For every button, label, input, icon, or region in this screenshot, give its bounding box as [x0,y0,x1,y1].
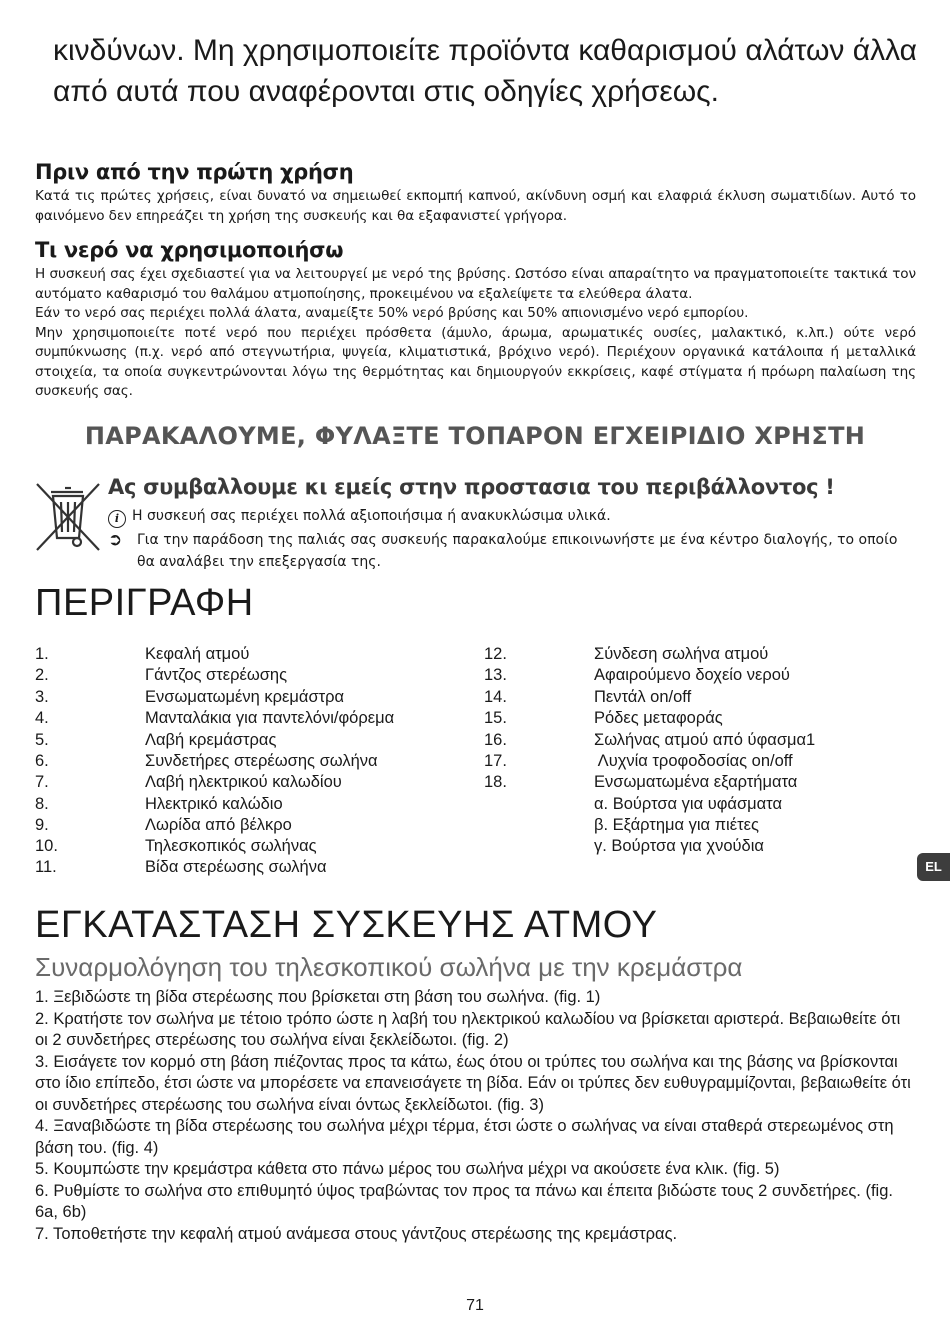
water-paragraph-1: Η συσκευή σας έχει σχεδιαστεί για να λειτουργεί με νερό της βρύσης. Ωστόσο είναι απαραίτητο να πραγματοποιείτε τακτικά τον αυτόματο καθαρισμό του θαλάμου ατμοποίησης, προκειμένου να εξαλείψετε τα ελεύθερα άλατα. [35,266,916,302]
environment-heading: Ας συμβαλλουμε κι εμείς στην προστασια του περιβάλλοντος ! [108,475,835,499]
info-circle-icon: i [108,510,126,528]
environment-recyclable-text: Η συσκευή σας περιέχει πολλά αξιοποιήσιμα ή ανακυκλώσιμα υλικά. [132,508,611,524]
installation-subheading: Συναρμολόγηση του τηλεσκοπικού σωλήνα με την κρεμάστρα [35,952,743,982]
page-number: 71 [466,1297,484,1314]
first-use-text: Κατά τις πρώτες χρήσεις, είναι δυνατό να σημειωθεί εκπομπή καπνού, ακίνδυνη οσμή και ελαφριά έκλυση σωματιδίων. Αυτό το φαινόμενο δεν επηρεάζει τη χρήση της συσκευής και θα εξαφανιστεί γρήγορα. [35,188,916,224]
installation-step: 7. Τοποθετήστε την κεφαλή ατμού ανάμεσα στους γάντζους στερέωσης της κρεμάστρας. [35,1224,678,1243]
water-paragraph-2: Εάν το νερό σας περιέχει πολλά άλατα, αναμείξτε 50% νερό βρύσης και 50% απιονισμένο νερό εμπορίου. [35,305,749,321]
installation-step: 1. Ξεβιδώστε τη βίδα στερέωσης που βρίσκεται στη βάση του σωλήνα. (fig. 1) [35,988,601,1006]
installation-step: 3. Εισάγετε τον κορμό στη βάση πιέζοντας προς τα κάτω, έως ότου οι τρύπες του σωλήνα και της βάσης να βρίσκονται στο ίδιο επίπεδο, έτσι ώστε να μπορέσετε να επανεισάγετε τη βίδα. Εάν οι τρύπες δεν ευθυγραμμίζονται, βεβαιωθείτε ότι οι συνδετήρες στερέωσης του σωλήνα είναι όντως ξεκλείδωτοι. (fig. 3) [35,1052,911,1114]
keep-manual-notice: ΠΑΡΑΚΑΛΟΥΜΕ, ΦΥΛΑΞΤΕ ΤΟΠΑΡΟΝ ΕΓΧΕΙΡΙΔΙΟ ΧΡΗΣΤΗ [84,422,866,450]
water-paragraph-3: Μην χρησιμοποιείτε ποτέ νερό που περιέχει πρόσθετα (άμυλο, άρωμα, αρωματικές ουσίες, μαλακτικό, κ.λπ.) ούτε νερό συμπύκνωσης (π.χ. νερό από στεγνωτήρια, ψυγεία, κλιματιστικά, βρόχινο νερό). Περιέχουν οργανικά κατάλοιπα ή μεταλλικά στοιχεία, τα οποία συγκεντρώνονται λόγω της θερμότητας και δημιουργούν εκκρίσεις, καφέ στίγματα ή πρόωρη παλαίωση της συσκευής σας. [35,324,916,399]
description-heading: ΠΕΡΙΓΡΑΦΗ [35,582,254,624]
language-tab: EL [917,853,950,881]
environment-line-1 [108,505,918,528]
installation-steps [35,987,915,1245]
environment-disposal-text: Για την παράδοση της παλιάς σας συσκευής παρακαλούμε επικοινωνήστε με ένα κέντρο διαλογής, το οποίο θα αναλάβει την επεξεργασία της. [137,532,898,570]
water-section [35,265,916,402]
installation-heading: ΕΓΚΑΤΑΣΤΑΣΗ ΣΥΣΚΕΥΗΣ ΑΤΜΟΥ [35,904,658,946]
installation-step: 6. Ρυθμίστε το σωλήνα στο επιθυμητό ύψος τραβώντας τον προς τα πάνω και έπειτα βιδώστε τους 2 συνδετήρες. (fig. 6a, 6b) [35,1181,893,1221]
crossed-out-wheelie-bin-icon [35,482,101,552]
water-heading: Τι νερό να χρησιμοποιήσω [35,238,344,262]
installation-step: 5. Κουμπώστε την κρεμάστρα κάθετα στο πάνω μέρος του σωλήνα μέχρι να ακούσετε ένα κλικ. (fig. 5) [35,1160,780,1178]
environment-line-2 [108,529,898,573]
intro-paragraph: κινδύνων. Μη χρησιμοποιείτε προϊόντα καθαρισμού αλάτων άλλα από αυτά που αναφέρονται στις οδηγίες χρήσεως. [53,34,917,108]
installation-step: 2. Κρατήστε τον σωλήνα με τέτοιο τρόπο ώστε η λαβή του ηλεκτρικού καλωδίου να βρίσκεται αριστερά. Βεβαιωθείτε ότι οι 2 συνδετήρες στερέωσης του σωλήνα είναι ξεκλείδωτοι. (fig. 2) [35,1009,901,1049]
installation-step: 4. Ξαναβιδώστε τη βίδα στερέωσης του σωλήνα μέχρι τέρμα, έτσι ώστε ο σωλήνας να είναι σταθερά στερεωμένος στη βάση του. (fig. 4) [35,1117,894,1157]
curved-arrow-icon: ➲ [108,530,123,550]
first-use-heading: Πριν από την πρώτη χρήση [35,160,354,184]
